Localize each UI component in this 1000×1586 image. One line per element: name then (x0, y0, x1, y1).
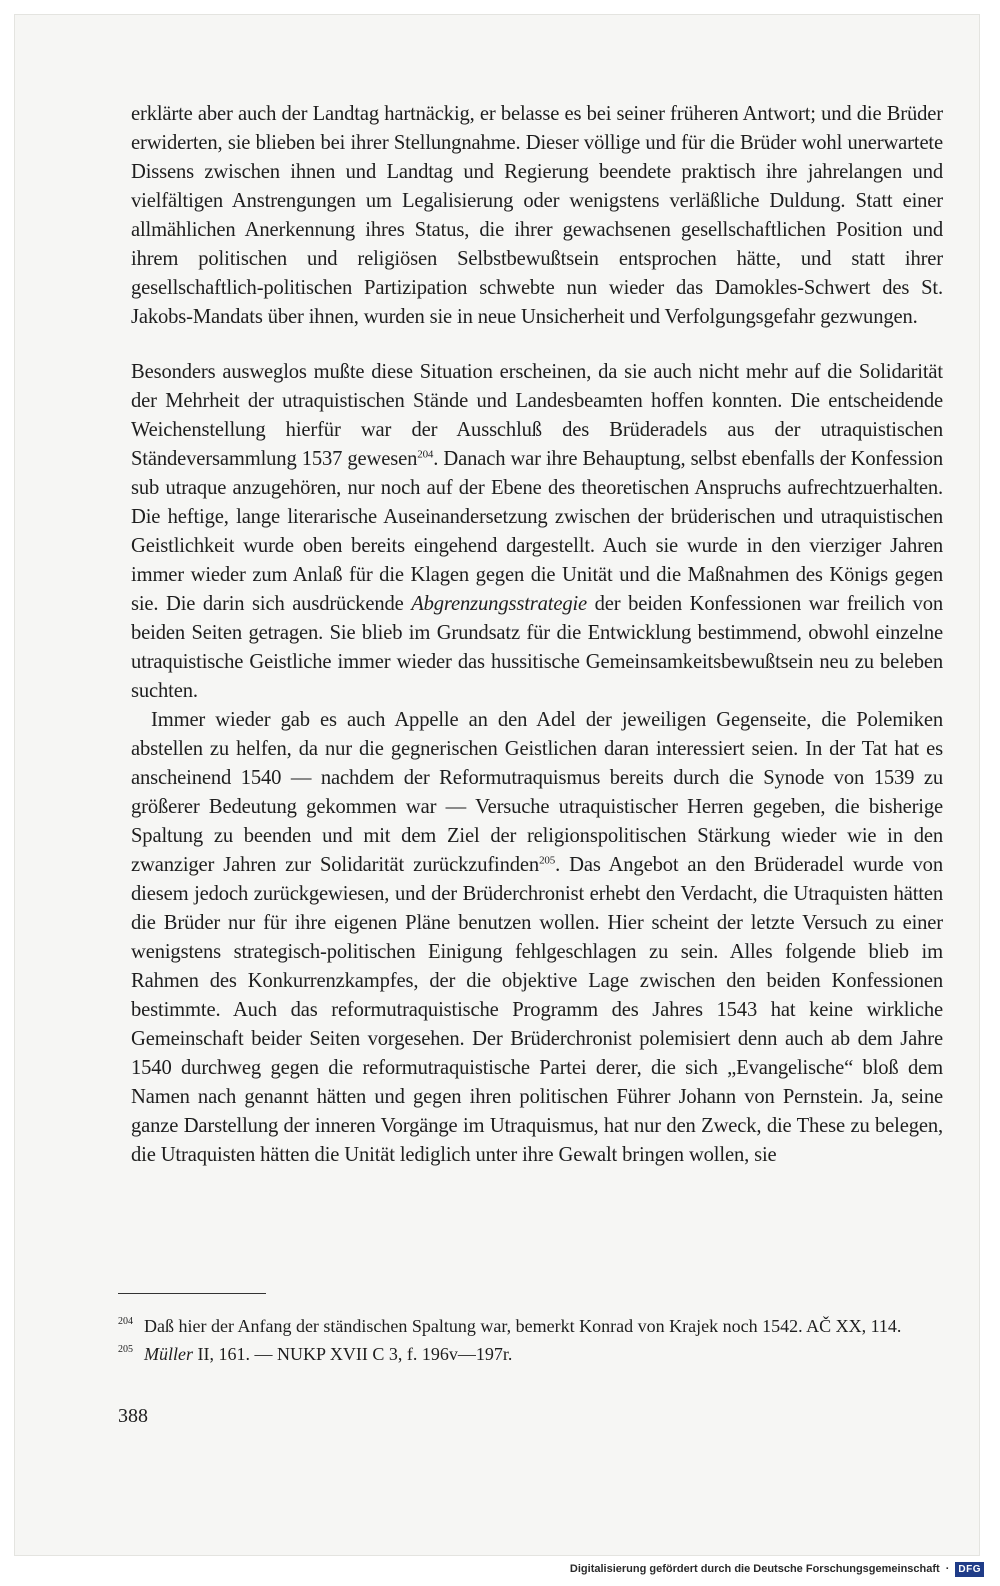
paragraph-3 (131, 706, 943, 1170)
footnote-text: Daß hier der Anfang der ständischen Spaltung war, bemerkt Konrad von Krajek noch 1542. AČ XX, 114. (144, 1316, 902, 1336)
footnote-mark: 204 (118, 1316, 133, 1327)
footnote-text: II, 161. — NUKP XVII C 3, f. 196v—197r. (193, 1344, 513, 1364)
paragraph-2 (131, 358, 943, 706)
footnote-emphasis: Müller (144, 1344, 193, 1364)
body-text (131, 100, 943, 1170)
paragraph-2-text-end: der beiden Konfessionen war freilich von beiden Seiten getragen. Sie blieb im Grundsatz für die Entwicklung bestimmend, obwohl einzelne utraquistische Geistliche immer wieder das hussitische Gemeinsamkeitsbewußtsein neu zu beleben suchten. (131, 593, 943, 702)
footnotes (118, 1314, 930, 1366)
footnote-mark: 205 (118, 1344, 133, 1355)
footnote-205 (118, 1342, 930, 1366)
paragraph-1 (131, 100, 943, 332)
page-number: 388 (118, 1405, 148, 1427)
footnote-204 (118, 1314, 930, 1338)
footnote-ref-204[interactable]: 204 (417, 448, 434, 461)
paragraph-2-emphasis: Abgrenzungsstrategie (411, 593, 588, 615)
paragraph-3-text-start: Immer wieder gab es auch Appelle an den Adel der jeweiligen Gegenseite, die Polemiken abstellen zu helfen, da nur die gegnerischen Geistlichen daran interessiert seien. In der Tat hat es anscheinend 1540 — nachdem der Reformutraquismus bereits durch die Synode von 1539 zu größerer Bedeutung gekommen war — Versuche utraquistischer Herren gegeben, die bisherige Spaltung zu beenden und mit dem Ziel der religionspolitischen Stärkung wieder wie in den zwanziger Jahren zur Solidarität zurückzufinden (131, 709, 943, 876)
digitization-separator: · (945, 1563, 950, 1575)
paragraph-1-text: erklärte aber auch der Landtag hartnäckig, er belasse es bei seiner früheren Antwort; und die Brüder erwiderten, sie blieben bei ihrer Stellungnahme. Dieser völlige und für die Brüder wohl unerwartete Dissens zwischen ihnen und Landtag und Regierung beendete praktisch ihre jahrelangen und vielfältigen Anstrengungen um Legalisierung oder wenigstens verläßliche Duldung. Statt einer allmählichen Anerkennung ihres Status, die ihrer gewachsenen gesellschaftlichen Position und ihrem politischen und religiösen Selbstbewußtsein entsprochen hätte, und statt ihrer gesellschaftlich-politischen Partizipation schwebte nun wieder das Damokles-Schwert des St. Jakobs-Mandats über ihnen, wurden sie in neue Unsicherheit und Verfolgungsgefahr gezwungen. (131, 103, 943, 328)
paragraph-3-text-end: . Das Angebot an den Brüderadel wurde von diesem jedoch zurückgewiesen, und der Brüderchronist erhebt den Verdacht, die Utraquisten hätten die Brüder nur für ihre eigenen Pläne benutzen wollen. Hier scheint der letzte Versuch zu einer wenigstens strategisch-politischen Einigung fehlgeschlagen zu sein. Alles folgende blieb im Rahmen des Konkurrenzkampfes, der die objektive Lage zwischen den beiden Konfessionen bestimmte. Auch das reformutraquistische Programm des Jahres 1543 hat keine wirkliche Gemeinschaft beider Seiten vorgesehen. Der Brüderchronist polemisiert denn auch ab dem Jahre 1540 durchweg gegen die reformutraquistische Partei derer, die sich „Evangelische“ bloß dem Namen nach genannt hätten und gegen ihren politischen Führer Johann von Pernstein. Ja, seine ganze Darstellung der inneren Vorgänge im Utraquismus, hat nur den Zweck, die These zu belegen, die Utraquisten hätten die Unität lediglich unter ihre Gewalt bringen wollen, sie (131, 854, 943, 1166)
paragraph-2-text-middle: . Danach war ihre Behauptung, selbst ebenfalls der Konfession sub utraque anzugehören, nur noch auf der Ebene des theoretischen Anspruchs aufrechtzuerhalten. Die heftige, lange literarische Auseinandersetzung zwischen der brüderischen und utraquistischen Geistlichkeit wurde oben bereits eingehend dargestellt. Auch sie wurde in den vierziger Jahren immer wieder zum Anlaß für die Klagen gegen die Unität und die Maßnahmen des Königs gegen sie. Die darin sich ausdrückende (131, 448, 943, 615)
digitization-notice: Digitalisierung gefördert durch die Deutsche Forschungsgemeinschaft (569, 1563, 940, 1575)
digitization-footer (570, 1558, 984, 1580)
footnote-ref-205[interactable]: 205 (539, 854, 556, 867)
dfg-logo-icon: DFG (955, 1562, 984, 1577)
footnote-divider (118, 1293, 266, 1294)
paragraph-2-text-start: Besonders ausweglos mußte diese Situation erscheinen, da sie auch nicht mehr auf die Solidarität der Mehrheit der utraquistischen Stände und Landesbeamten hoffen konnten. Die entscheidende Weichenstellung hierfür war der Ausschluß des Brüderadels aus der utraquistischen Ständeversammlung 1537 gewesen (131, 361, 943, 470)
